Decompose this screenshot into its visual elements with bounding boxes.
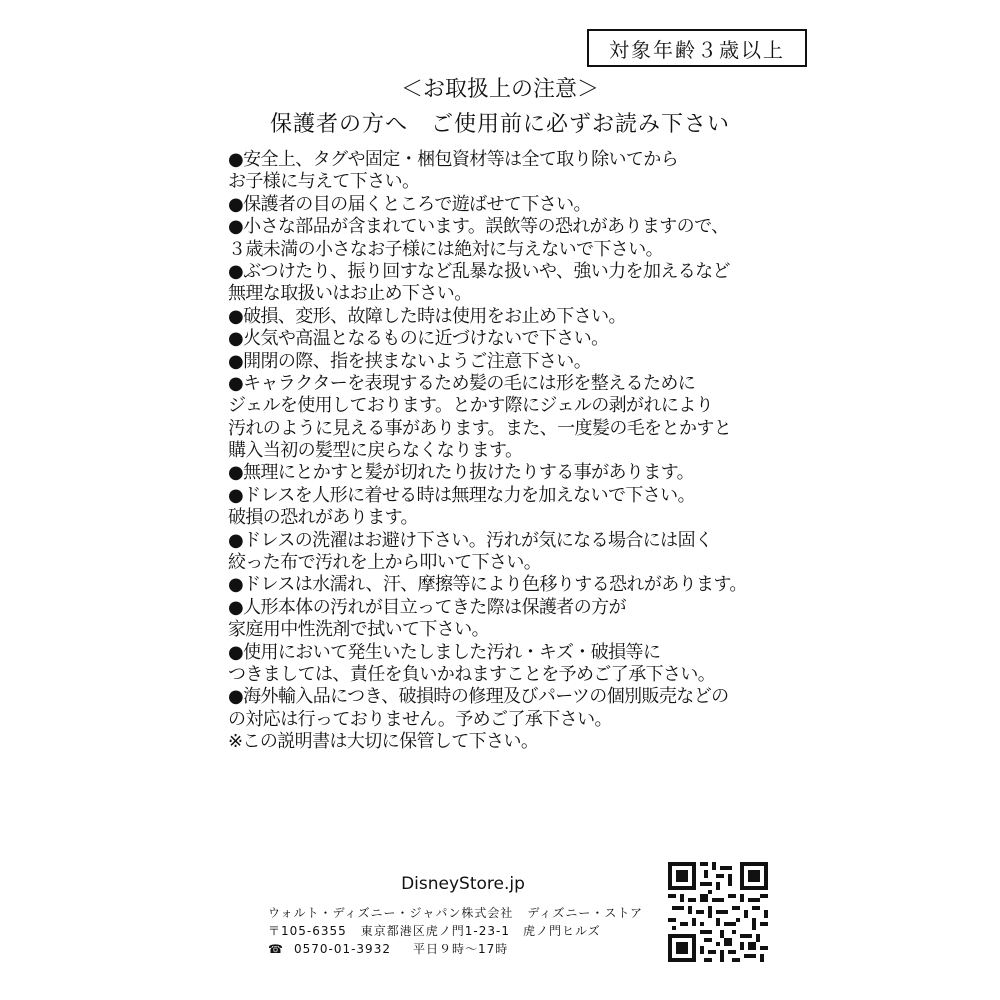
note-line: 家庭用中性洗剤で拭いて下さい。 xyxy=(228,619,489,641)
note-line: ※この説明書は大切に保管して下さい。 xyxy=(228,731,539,753)
phone-line xyxy=(268,940,658,958)
company-line xyxy=(268,904,658,922)
phone-number: 0570-01-3932 xyxy=(293,942,391,956)
note-line: ３歳未満の小さなお子様には絶対に与えないで下さい。 xyxy=(228,238,663,260)
note-line: ●保護者の目の届くところで遊ばせて下さい。 xyxy=(228,193,591,215)
note-line: ジェルを使用しております。とかす際にジェルの剥がれにより xyxy=(228,395,714,417)
company-name: ウォルト・ディズニー・ジャパン株式会社 xyxy=(268,906,514,920)
document-title: ＜お取扱上の注意＞ xyxy=(400,77,599,102)
note-line: つきましては、責任を負いかねますことを予めご了承下さい。 xyxy=(228,663,716,685)
note-line: ●ぶつけたり、振り回すなど乱暴な扱いや、強い力を加えるなど xyxy=(228,260,730,282)
note-line: ●使用において発生いたしました汚れ・キズ・破損等に xyxy=(228,641,661,663)
address: 東京都港区虎ノ門1-23-1 虎ノ門ヒルズ xyxy=(360,924,601,938)
note-line: ●開閉の際、指を挟まないようご注意下さい。 xyxy=(228,350,592,372)
qr-code-icon xyxy=(668,862,768,962)
postal-code: 〒105-6355 xyxy=(268,924,347,938)
company-footer xyxy=(268,872,658,958)
business-hours: 平日９時～17時 xyxy=(412,942,509,956)
note-line: ●ドレスは水濡れ、汗、摩擦等により色移りする恐れがあります。 xyxy=(228,574,747,596)
store-website: DisneyStore.jp xyxy=(401,874,525,894)
note-line: 購入当初の髪型に戻らなくなります。 xyxy=(228,440,523,462)
note-line: 破損の恐れがあります。 xyxy=(228,507,418,529)
note-line: ●海外輸入品につき、破損時の修理及びパーツの個別販売などの xyxy=(228,686,729,708)
note-line: 無理な取扱いはお止め下さい。 xyxy=(228,283,472,305)
note-line: お子様に与えて下さい。 xyxy=(228,171,420,193)
note-line: ●人形本体の汚れが目立ってきた際は保護者の方が xyxy=(228,596,626,618)
note-line: ●ドレスの洗濯はお避け下さい。汚れが気になる場合には固く xyxy=(228,529,713,551)
note-line: ●キャラクターを表現するため髪の毛には形を整えるために xyxy=(228,372,696,394)
note-line: 汚れのように見える事があります。また、一度髪の毛をとかすと xyxy=(228,417,732,439)
note-line: ●火気や高温となるものに近づけないで下さい。 xyxy=(228,328,609,350)
note-line: ●小さな部品が含まれています。誤飲等の恐れがありますので、 xyxy=(228,216,729,238)
note-line: の対応は行っておりません。予めご了承下さい。 xyxy=(228,708,612,730)
address-line xyxy=(268,922,658,940)
note-line: ●破損、変形、故障した時は使用をお止め下さい。 xyxy=(228,305,626,327)
note-line: ●安全上、タグや固定・梱包資材等は全て取り除いてから xyxy=(228,149,679,170)
note-line: 絞った布で汚れを上から叩いて下さい。 xyxy=(228,552,542,574)
store-name: ディズニー・ストア xyxy=(527,906,644,920)
document-subtitle: 保護者の方へ ご使用前に必ずお読み下さい xyxy=(269,112,730,137)
caution-notes xyxy=(228,149,828,754)
age-rating-badge: 対象年齢３歳以上 xyxy=(587,29,807,67)
telephone-icon: ☎ xyxy=(268,942,284,956)
note-line: ●無理にとかすと髪が切れたり抜けたりする事があります。 xyxy=(228,462,695,484)
note-line: ●ドレスを人形に着せる時は無理な力を加えないで下さい。 xyxy=(228,484,695,506)
